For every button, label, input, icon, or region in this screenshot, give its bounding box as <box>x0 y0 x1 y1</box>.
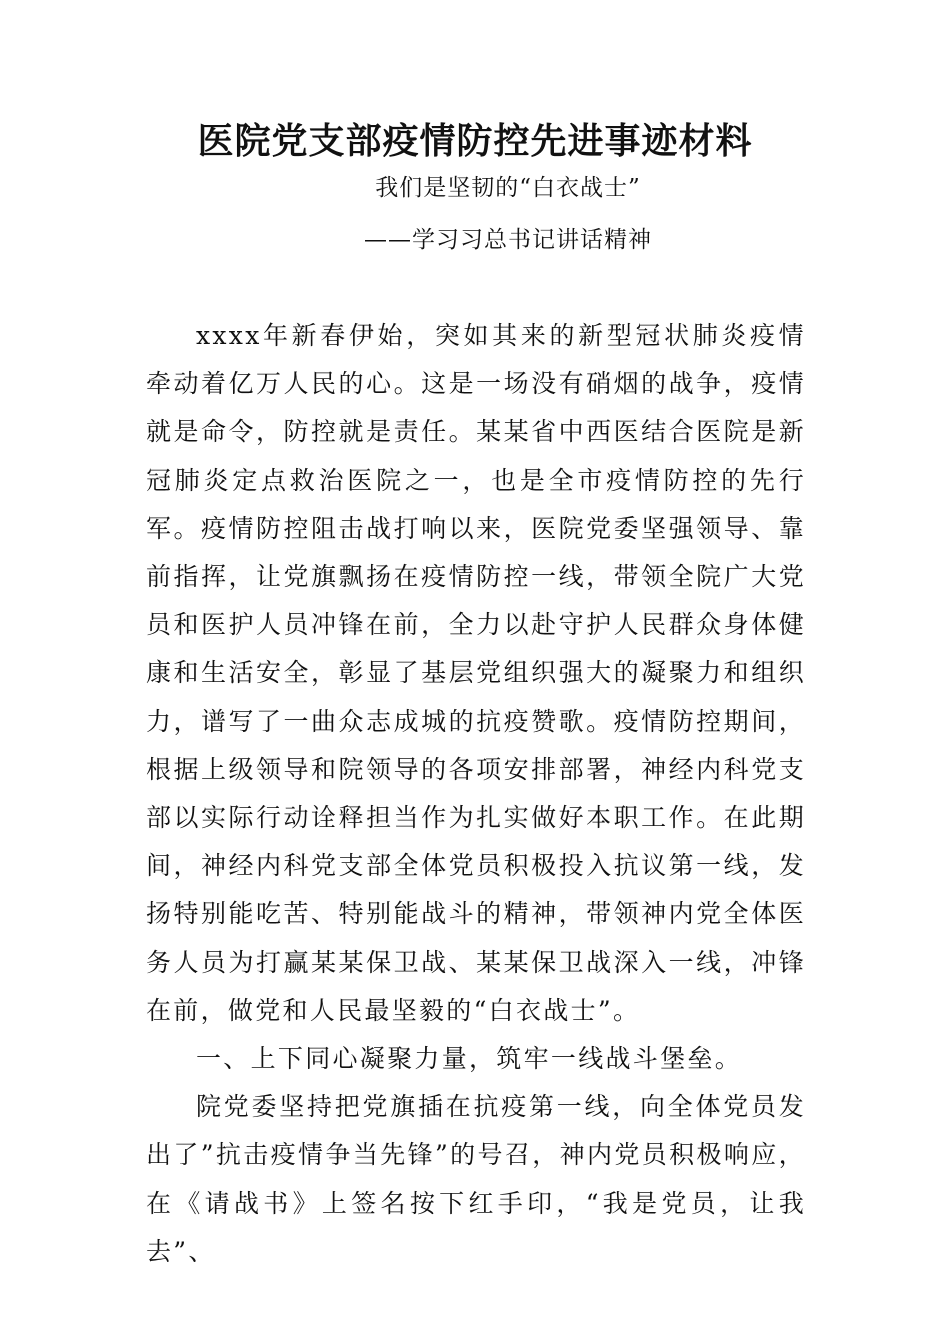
section-heading-1: 一、上下同心凝聚力量，筑牢一线战斗堡垒。 <box>196 1044 743 1074</box>
document-subtitle-secondary: ——学习习总书记讲话精神 <box>364 227 652 253</box>
document-title: 医院党支部疫情防控先进事迹材料 <box>197 120 753 162</box>
paragraph-intro: xxxx年新春伊始，突如其来的新型冠状肺炎疫情牵动着亿万人民的心。这是一场没有硝烟的战争，疫情就是命令，防控就是责任。某某省中西医结合医院是新冠肺炎定点救治医院之一，也是全市疫情防控的先行军。疫情防控阻击战打响以来，医院党委坚强领导、靠前指挥，让党旗飘扬在疫情防控一线，带领全院广大党员和医护人员冲锋在前，全力以赴守护人民群众身体健康和生活安全，彰显了基层党组织强大的凝聚力和组织力，谱写了一曲众志成城的抗疫赞歌。疫情防控期间，根据上级领导和院领导的各项安排部署，神经内科党支部以实际行动诠释担当作为扎实做好本职工作。在此期间，神经内科党支部全体党员积极投入抗议第一线，发扬特别能吃苦、特别能战斗的精神，带领神内党全体医务人员为打赢某某保卫战、某某保卫战深入一线，冲锋在前，做党和人民最坚毅的“白衣战士”。 <box>146 321 806 1025</box>
document-body <box>146 312 806 1276</box>
document-subtitle: 我们是坚韧的“白衣战士” <box>375 175 641 201</box>
paragraph-section-1: 院党委坚持把党旗插在抗疫第一线，向全体党员发出了”抗击疫情争当先锋”的号召，神内党员积极响应，在《请战书》上签名按下红手印，“我是党员，让我去”、 <box>146 1092 806 1266</box>
